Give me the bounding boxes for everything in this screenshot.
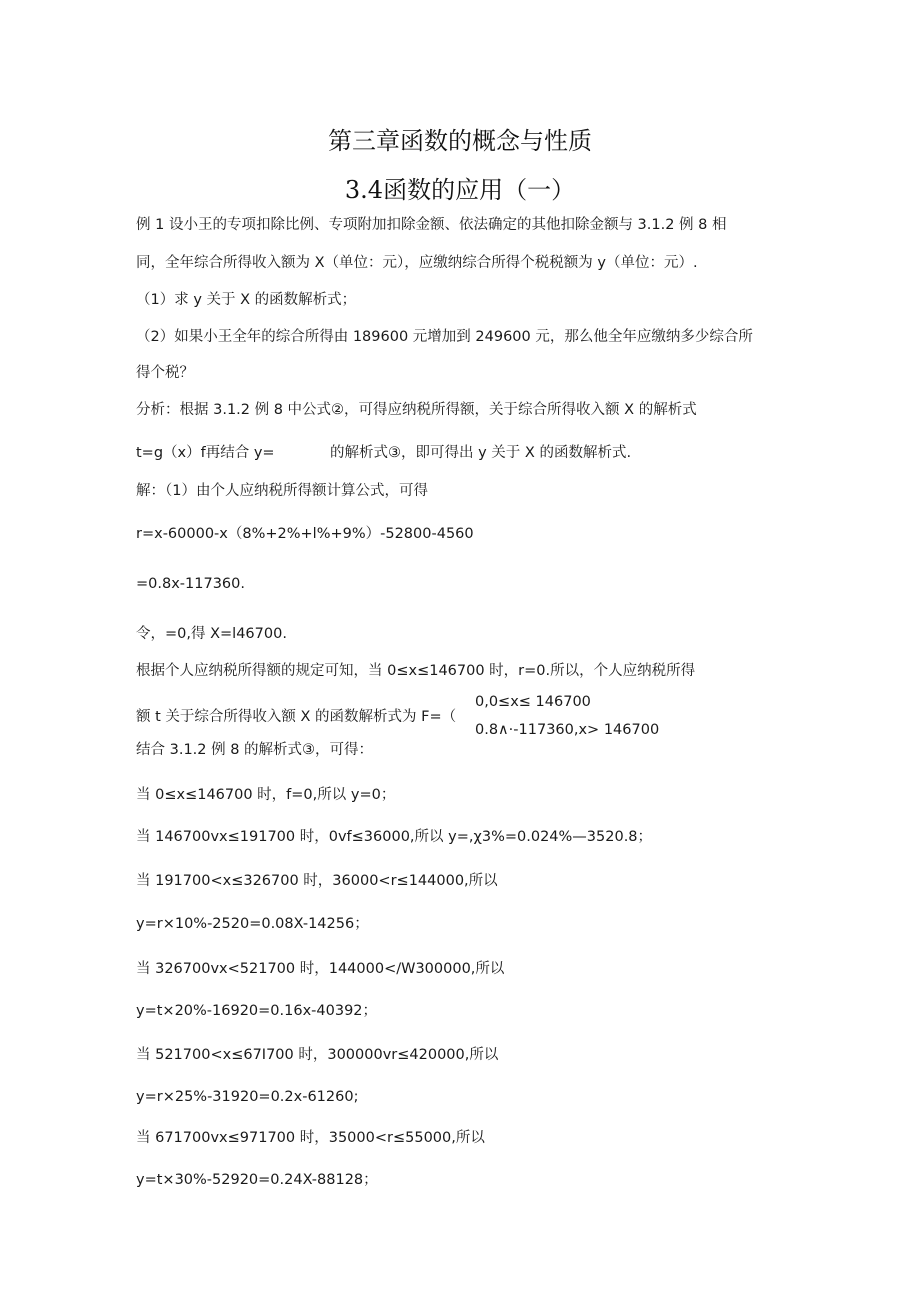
paragraph-line: 分析：根据 3.1.2 例 8 中公式②，可得应纳税所得额，关于综合所得收入额 X 的解析式 [136, 402, 697, 418]
chapter-title: 第三章函数的概念与性质 [328, 127, 592, 155]
paragraph-line: 当 146700vx≤191700 时，0vf≤36000,所以 y=,χ3%=0.024%—3520.8； [136, 829, 653, 845]
paragraph-line: （2）如果小王全年的综合所得由 189600 元增加到 249600 元，那么他全年应缴纳多少综合所 [136, 329, 753, 345]
paragraph-line: 当 0≤x≤146700 时，f=0,所以 y=0； [136, 787, 396, 803]
paragraph-line: 令，=0,得 X=l46700. [136, 626, 287, 642]
paragraph-line: 额 t 关于综合所得收入额 X 的函数解析式为 F=（ [136, 709, 457, 725]
paragraph-line: 解：（1）由个人应纳税所得额计算公式，可得 [136, 483, 428, 499]
paragraph-line: 结合 3.1.2 例 8 的解析式③，可得： [136, 742, 374, 758]
equation-line: y=r×25%-31920=0.2x-61260; [136, 1089, 359, 1105]
paragraph-line: 根据个人应纳税所得额的规定可知，当 0≤x≤146700 时，r=0.所以，个人应纳税所得 [136, 663, 696, 679]
section-title: 3.4函数的应用（一） [344, 176, 576, 204]
paragraph-line: 当 671700vx≤971700 时，35000<r≤55000,所以 [136, 1130, 485, 1146]
equation-line: y=t×20%-16920=0.16x-40392； [136, 1003, 378, 1019]
paragraph-line: 当 191700<x≤326700 时，36000<r≤144000,所以 [136, 873, 498, 889]
paragraph-line: 当 326700vx<521700 时，144000</W300000,所以 [136, 961, 505, 977]
equation-line: =0.8x-117360. [136, 576, 245, 592]
piecewise-case-bottom: 0.8∧·-117360,x> 146700 [475, 722, 660, 738]
paragraph-line: 同，全年综合所得收入额为 X（单位：元），应缴纳综合所得个税税额为 y（单位：元）. [136, 255, 698, 271]
paragraph-line: 的解析式③，即可得出 y 关于 X 的函数解析式. [330, 445, 632, 461]
equation-line: y=r×10%-2520=0.08X-14256； [136, 916, 369, 932]
paragraph-line: （1）求 y 关于 X 的函数解析式； [136, 292, 357, 308]
paragraph-line: 例 1 设小王的专项扣除比例、专项附加扣除金额、依法确定的其他扣除金额与 3.1.2 例 8 相 [136, 217, 727, 233]
equation-line: y=t×30%-52920=0.24X-88128； [136, 1172, 378, 1188]
equation-line: r=x-60000-x（8%+2%+l%+9%）-52800-4560 [136, 526, 474, 542]
piecewise-case-top: 0,0≤x≤ 146700 [475, 694, 591, 710]
paragraph-line: 得个税？ [136, 365, 194, 381]
paragraph-line: t=g（x）f再结合 y= [136, 445, 275, 461]
paragraph-line: 当 521700<x≤67I700 时，300000vr≤420000,所以 [136, 1047, 499, 1063]
